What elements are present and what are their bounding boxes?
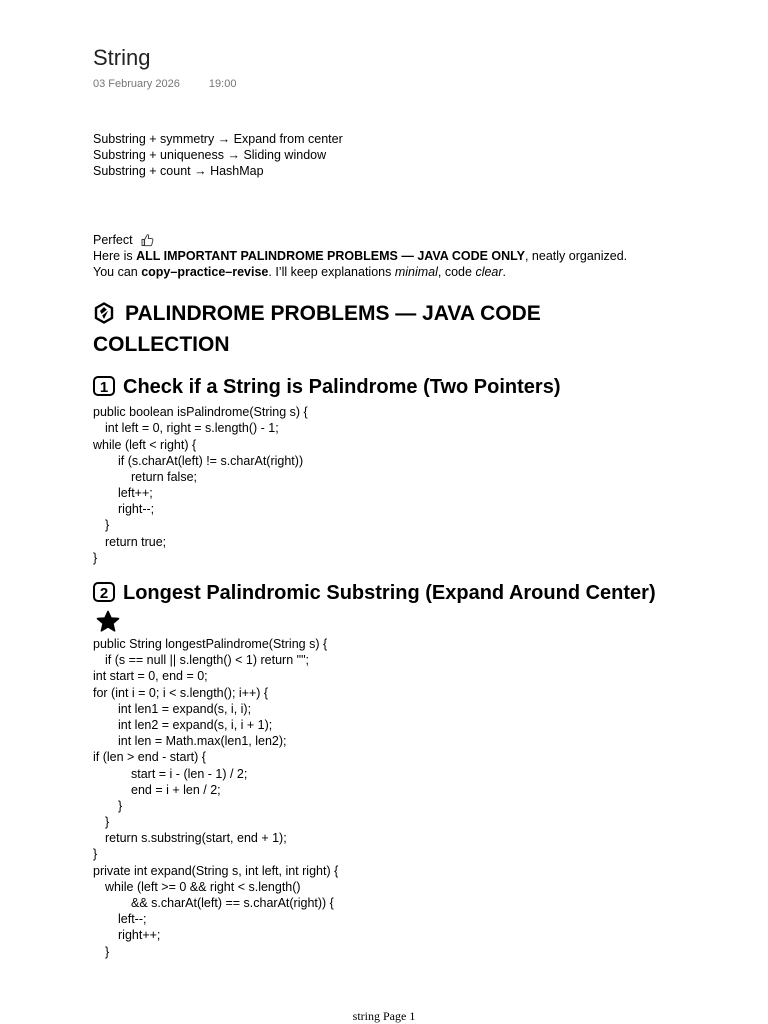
gem-icon	[93, 302, 115, 324]
page-meta	[93, 78, 236, 90]
code-line: if (s.charAt(left) != s.charAt(right))	[118, 453, 304, 468]
intro-line-1: Here is ALL IMPORTANT PALINDROME PROBLEMS — JAVA CODE ONLY, neatly organized.	[93, 248, 628, 263]
code-line: left--;	[118, 912, 147, 927]
note-line: Substring + symmetry → Expand from center	[93, 132, 343, 146]
code-line: }	[93, 550, 98, 565]
section-1-code	[93, 404, 733, 566]
code-line: int left = 0, right = s.length() - 1;	[105, 421, 279, 436]
code-line: right++;	[118, 928, 161, 943]
code-line: return s.substring(start, end + 1);	[105, 831, 287, 846]
code-line: int len = Math.max(len1, len2);	[118, 734, 287, 749]
page-time: 19:00	[208, 78, 237, 90]
code-line: }	[93, 847, 98, 862]
code-line: start = i - (len - 1) / 2;	[131, 766, 248, 781]
code-line: left++;	[118, 486, 153, 501]
code-line: int len2 = expand(s, i, i + 1);	[118, 717, 273, 732]
note-line: Substring + count → HashMap	[93, 164, 264, 179]
star-icon	[96, 610, 120, 632]
code-line: end = i + len / 2;	[131, 782, 221, 797]
code-line: while (left < right) {	[93, 437, 197, 452]
code-line: public boolean isPalindrome(String s) {	[93, 405, 308, 420]
code-line: if (s == null || s.length() < 1) return "";	[105, 653, 309, 668]
code-line: if (len > end - start) {	[93, 750, 206, 765]
code-line: }	[118, 798, 123, 813]
code-line: private int expand(String s, int left, int right) {	[93, 863, 339, 878]
section-1-number-badge: 1	[93, 376, 115, 396]
page-title: String	[93, 45, 151, 70]
page-body	[93, 131, 733, 960]
main-heading: PALINDROME PROBLEMS — JAVA CODE COLLECTION	[93, 302, 541, 357]
code-line: while (left >= 0 && right < s.length()	[105, 879, 301, 894]
code-line: int len1 = expand(s, i, i);	[118, 701, 252, 716]
section-1-heading: 1 Check if a String is Palindrome (Two Pointers)	[93, 374, 733, 400]
section-2-heading: 2 Longest Palindromic Substring (Expand Around Center)	[93, 580, 733, 606]
code-line: public String longestPalindrome(String s) {	[93, 637, 328, 651]
page-date: 03 February 2026	[93, 78, 180, 90]
code-line: int start = 0, end = 0;	[93, 669, 208, 684]
code-line: right--;	[118, 502, 155, 517]
intro-perfect: Perfect	[93, 232, 733, 248]
section-2-number-badge: 2	[93, 582, 115, 602]
code-line: && s.charAt(left) == s.charAt(right)) {	[131, 896, 334, 910]
code-line: return false;	[131, 469, 198, 484]
code-line: }	[105, 815, 110, 830]
section-2-code	[93, 636, 733, 960]
code-line: }	[105, 944, 110, 959]
intro-line-2: You can copy–practice–revise. I’ll keep explanations minimal, code clear.	[93, 264, 507, 279]
page-footer: string Page 1	[352, 1009, 416, 1023]
code-line: }	[105, 518, 110, 533]
note-line: Substring + uniqueness → Sliding window	[93, 148, 327, 163]
thumbs-up-icon	[140, 233, 154, 247]
code-line: return true;	[105, 534, 167, 549]
code-line: for (int i = 0; i < s.length(); i++) {	[93, 685, 269, 700]
